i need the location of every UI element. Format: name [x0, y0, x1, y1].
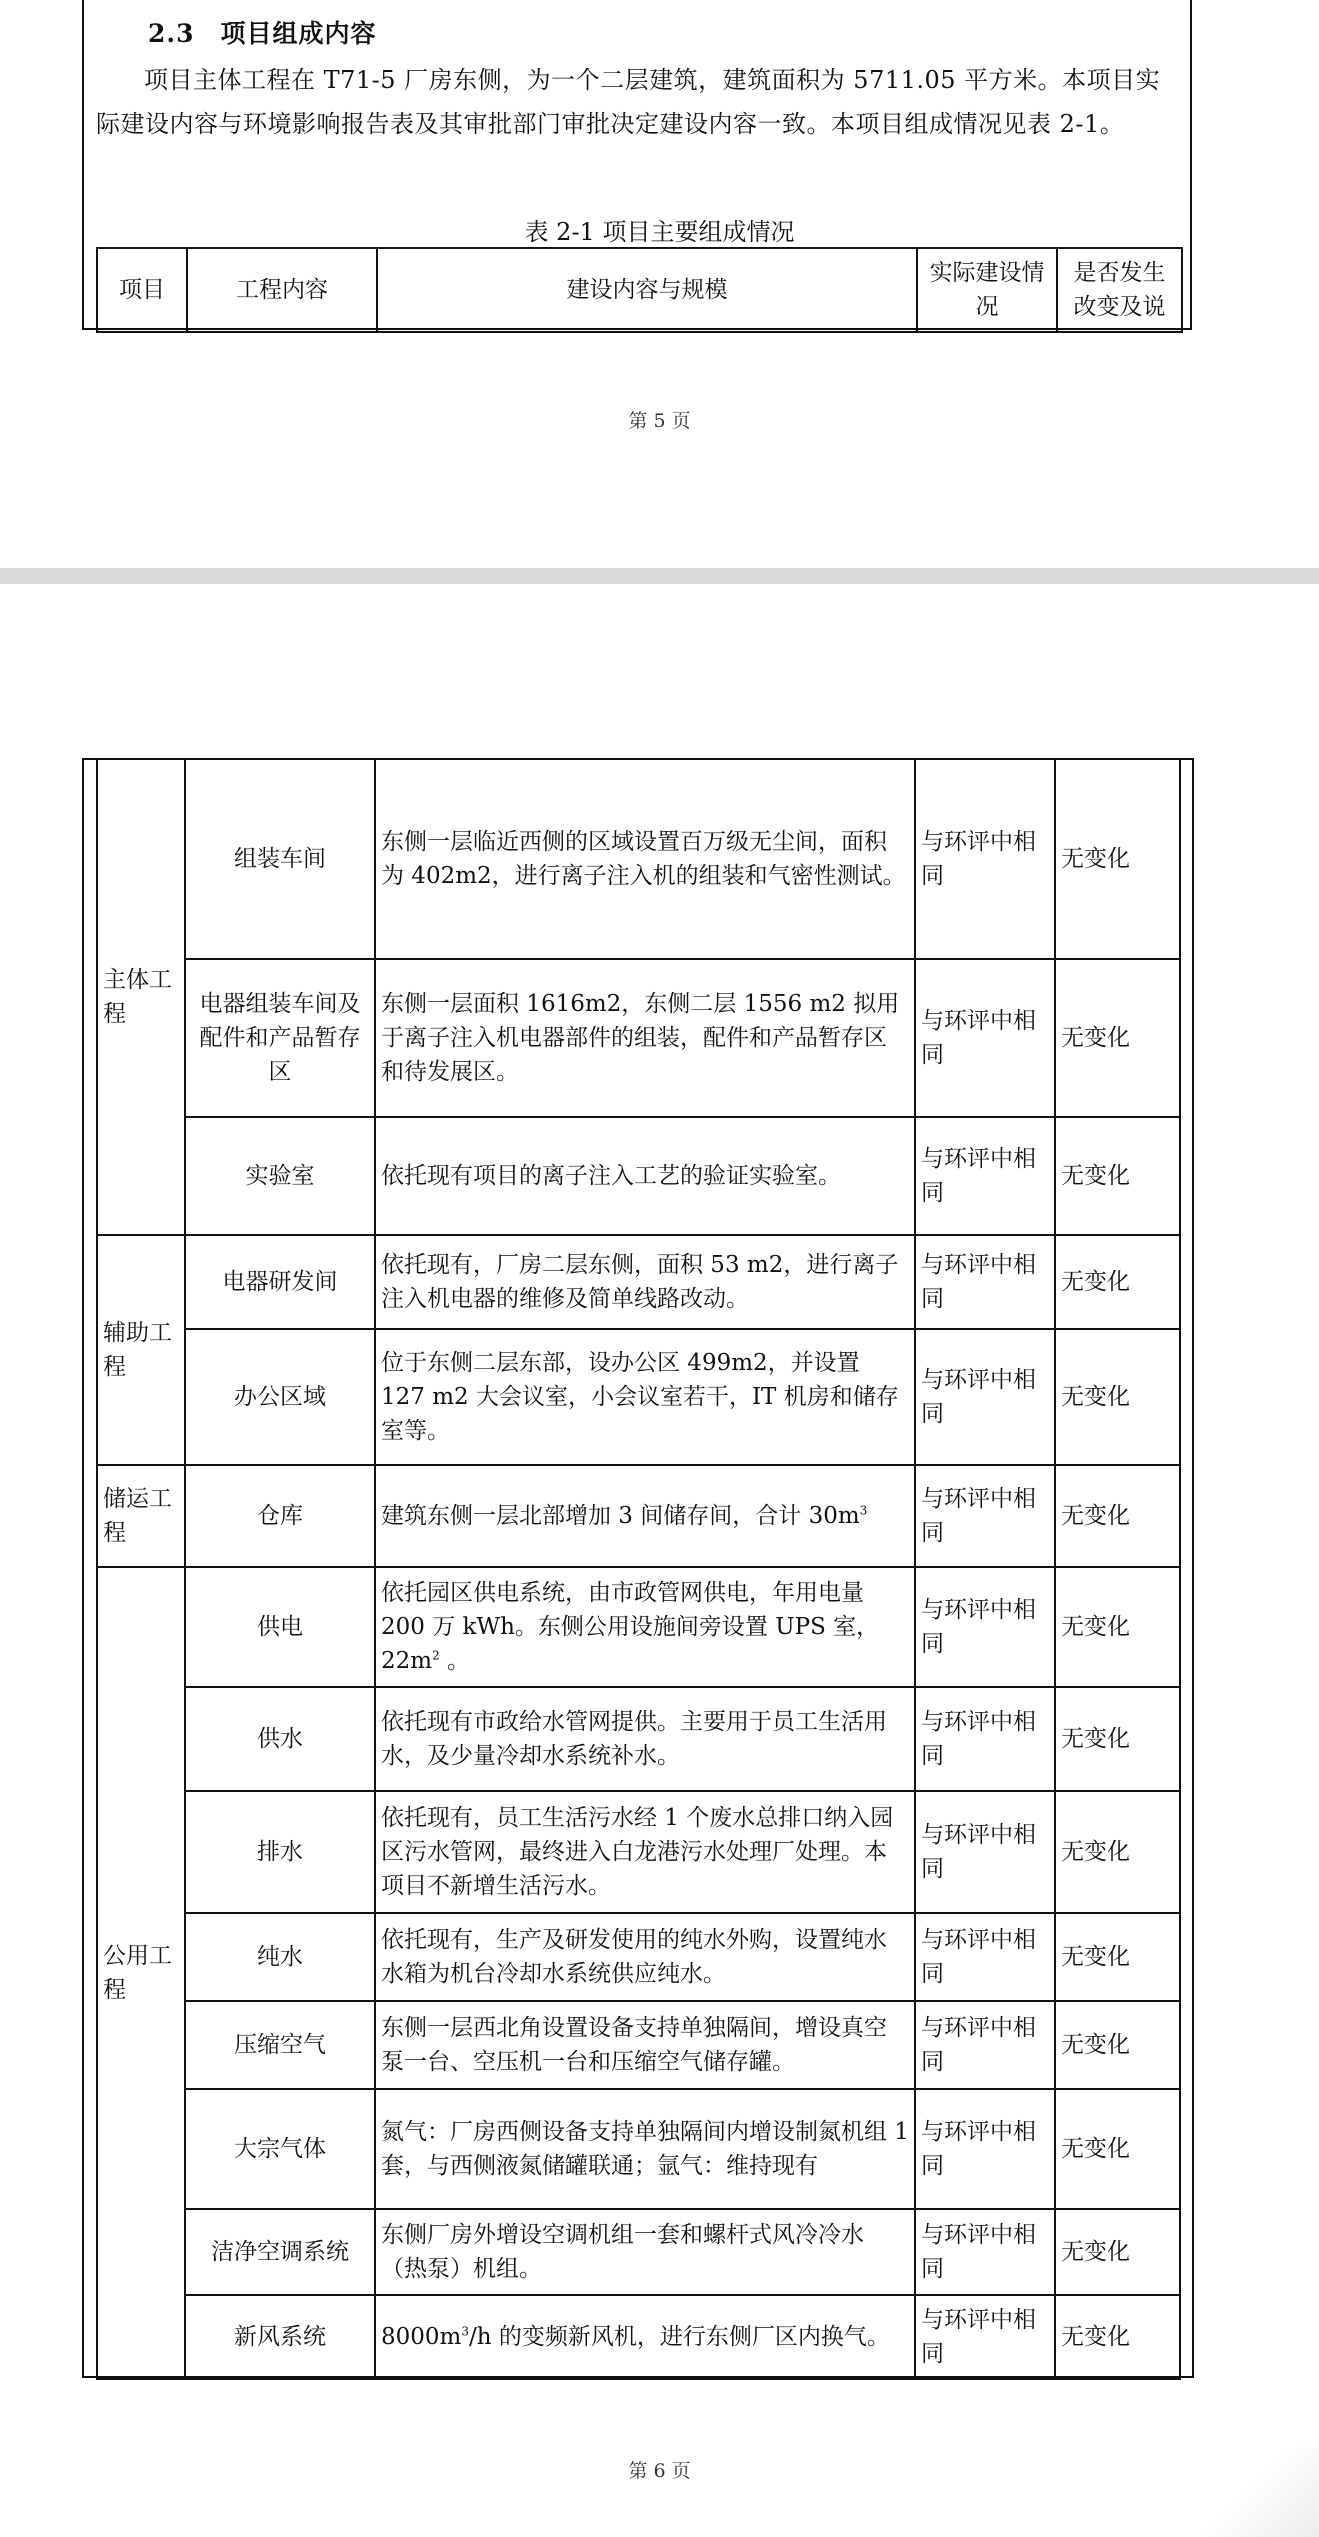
- row-desc: 建筑东侧一层北部增加 3 间储存间，合计 $30m^3$: [375, 1465, 915, 1567]
- row-change: 无变化: [1055, 759, 1180, 959]
- category-storage: 储运工程: [97, 1465, 185, 1567]
- row-actual: 与环评中相同: [915, 959, 1055, 1117]
- row-actual: 与环评中相同: [915, 1913, 1055, 2001]
- composition-table: [96, 758, 1181, 2380]
- page-number: 第 5 页: [628, 410, 691, 432]
- category-utility: 公用工程: [97, 1567, 185, 2379]
- table-row: [97, 1791, 1180, 1913]
- row-change: 无变化: [1055, 1567, 1180, 1687]
- header-content: 工程内容: [187, 248, 377, 332]
- row-desc: 依托园区供电系统，由市政管网供电，年用电量 200 万 kWh。东侧公用设施间旁设置 UPS 室，$22m^2$ 。: [375, 1567, 915, 1687]
- table-row: [97, 2089, 1180, 2209]
- row-name: 仓库: [185, 1465, 375, 1567]
- row-desc: 依托现有，员工生活污水经 1 个废水总排口纳入园区污水管网，最终进入白龙港污水处理厂处理。本项目不新增生活污水。: [375, 1791, 915, 1913]
- row-name: 电器组装车间及配件和产品暂存区: [185, 959, 375, 1117]
- row-actual: 与环评中相同: [915, 1235, 1055, 1329]
- row-name: 压缩空气: [185, 2001, 375, 2089]
- row-name: 洁净空调系统: [185, 2209, 375, 2295]
- table-row: [97, 1235, 1180, 1329]
- table-caption: 表 2-1 项目主要组成情况: [524, 218, 795, 246]
- row-name: 新风系统: [185, 2295, 375, 2379]
- row-change: 无变化: [1055, 1117, 1180, 1235]
- document-page-5: [0, 0, 1319, 568]
- category-aux: 辅助工程: [97, 1235, 185, 1465]
- table-row: [97, 1465, 1180, 1567]
- row-name: 实验室: [185, 1117, 375, 1235]
- row-actual: 与环评中相同: [915, 2001, 1055, 2089]
- row-actual: 与环评中相同: [915, 1465, 1055, 1567]
- row-desc: 位于东侧二层东部，设办公区 499m2，并设置 127 m2 大会议室，小会议室若干，IT 机房和储存室等。: [375, 1329, 915, 1465]
- row-change: 无变化: [1055, 2089, 1180, 2209]
- page-number: 第 6 页: [628, 2460, 691, 2482]
- header-actual: 实际建设情况: [917, 248, 1057, 332]
- row-name: 供水: [185, 1687, 375, 1791]
- row-change: 无变化: [1055, 959, 1180, 1117]
- row-actual: 与环评中相同: [915, 759, 1055, 959]
- row-desc: 东侧一层临近西侧的区域设置百万级无尘间，面积为 402m2，进行离子注入机的组装和气密性测试。: [375, 759, 915, 959]
- row-name: 排水: [185, 1791, 375, 1913]
- table-row: [97, 1913, 1180, 2001]
- row-desc: 东侧一层面积 1616m2，东侧二层 1556 m2 拟用于离子注入机电器部件的组装，配件和产品暂存区和待发展区。: [375, 959, 915, 1117]
- row-change: 无变化: [1055, 1465, 1180, 1567]
- row-actual: 与环评中相同: [915, 2209, 1055, 2295]
- row-actual: 与环评中相同: [915, 1791, 1055, 1913]
- row-name: 供电: [185, 1567, 375, 1687]
- row-change: 无变化: [1055, 1235, 1180, 1329]
- table-row: [97, 1329, 1180, 1465]
- row-actual: 与环评中相同: [915, 2089, 1055, 2209]
- table-row: [97, 1567, 1180, 1687]
- row-actual: 与环评中相同: [915, 1687, 1055, 1791]
- row-change: 无变化: [1055, 1687, 1180, 1791]
- table-row: [97, 1687, 1180, 1791]
- row-change: 无变化: [1055, 2001, 1180, 2089]
- row-actual: 与环评中相同: [915, 1117, 1055, 1235]
- table-row: [97, 959, 1180, 1117]
- row-desc: 东侧一层西北角设置设备支持单独隔间，增设真空泵一台、空压机一台和压缩空气储存罐。: [375, 2001, 915, 2089]
- row-desc: 东侧厂房外增设空调机组一套和螺杆式风冷冷水（热泵）机组。: [375, 2209, 915, 2295]
- row-name: 办公区域: [185, 1329, 375, 1465]
- table-header-row: [97, 248, 1182, 332]
- row-desc: $8000m^3/h$ 的变频新风机，进行东侧厂区内换气。: [375, 2295, 915, 2379]
- row-desc: 氮气：厂房西侧设备支持单独隔间内增设制氮机组 1 套，与西侧液氮储罐联通；氩气：维持现有: [375, 2089, 915, 2209]
- row-actual: 与环评中相同: [915, 1567, 1055, 1687]
- row-actual: 与环评中相同: [915, 2295, 1055, 2379]
- row-desc: 依托现有，厂房二层东侧，面积 53 m2，进行离子注入机电器的维修及简单线路改动。: [375, 1235, 915, 1329]
- page-curl-shadow: [1199, 2447, 1319, 2537]
- section-paragraph: 项目主体工程在 T71-5 厂房东侧，为一个二层建筑，建筑面积为 5711.05 平方米。本项目实际建设内容与环境影响报告表及其审批部门审批决定建设内容一致。本项目组成情况见表 2-1。: [96, 66, 1161, 138]
- row-name: 电器研发间: [185, 1235, 375, 1329]
- table-row: [97, 2209, 1180, 2295]
- row-change: 无变化: [1055, 1913, 1180, 2001]
- page-separator: [0, 568, 1319, 584]
- table-row: [97, 2001, 1180, 2089]
- row-desc: 依托现有项目的离子注入工艺的验证实验室。: [375, 1117, 915, 1235]
- document-page-6: [0, 584, 1319, 2537]
- section-heading: 2.3 项目组成内容: [148, 19, 377, 48]
- category-main: 主体工程: [97, 759, 185, 1235]
- row-change: 无变化: [1055, 2209, 1180, 2295]
- header-project: 项目: [97, 248, 187, 332]
- row-name: 组装车间: [185, 759, 375, 959]
- row-actual: 与环评中相同: [915, 1329, 1055, 1465]
- row-desc: 依托现有市政给水管网提供。主要用于员工生活用水，及少量冷却水系统补水。: [375, 1687, 915, 1791]
- table-row: [97, 759, 1180, 959]
- row-desc: 依托现有，生产及研发使用的纯水外购，设置纯水水箱为机台冷却水系统供应纯水。: [375, 1913, 915, 2001]
- row-name: 纯水: [185, 1913, 375, 2001]
- row-name: 大宗气体: [185, 2089, 375, 2209]
- table-row: [97, 2295, 1180, 2379]
- row-change: 无变化: [1055, 2295, 1180, 2379]
- table-header: [96, 247, 1183, 333]
- table-row: [97, 1117, 1180, 1235]
- header-scale: 建设内容与规模: [377, 248, 917, 332]
- row-change: 无变化: [1055, 1329, 1180, 1465]
- row-change: 无变化: [1055, 1791, 1180, 1913]
- header-change: 是否发生改变及说: [1057, 248, 1182, 332]
